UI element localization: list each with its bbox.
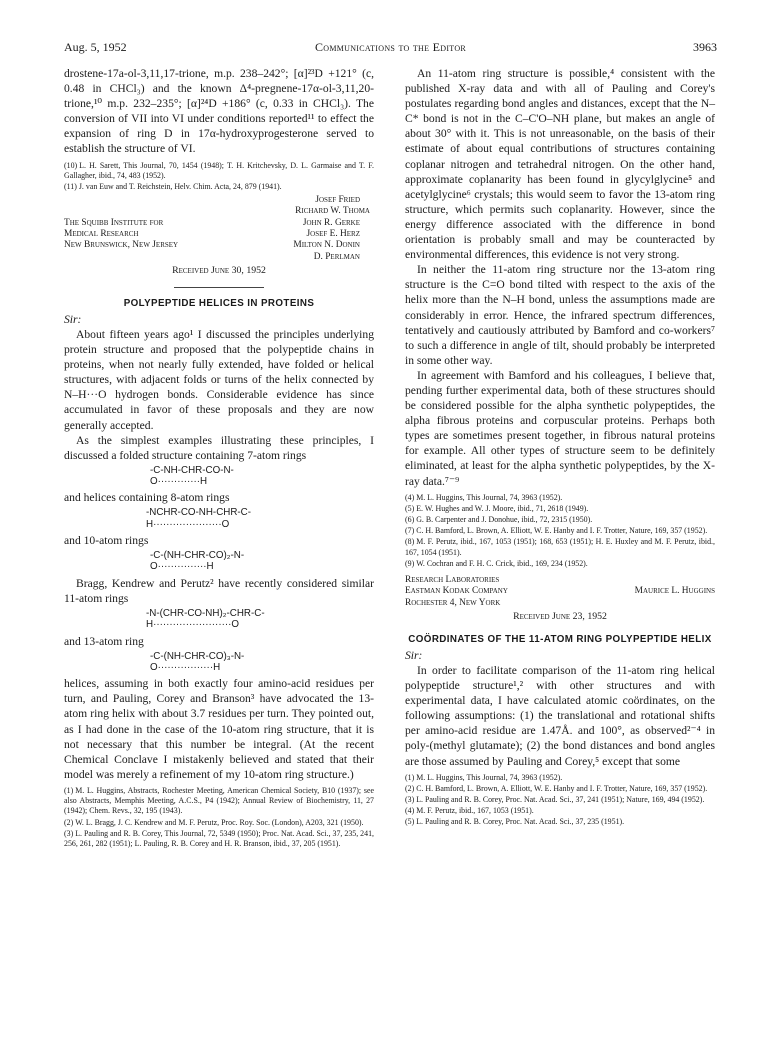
footnote: (6) G. B. Carpenter and J. Donohue, ibid., 72, 2315 (1950).: [405, 515, 593, 525]
chemical-formula: -C-(NH-CHR-CO)₂-N- O···············H: [150, 550, 245, 573]
footnote: (1) M. L. Huggins, This Journal, 74, 3963 (1952).: [405, 772, 563, 782]
journal-section: Communications to the Editor: [314, 40, 467, 54]
chemical-formula: -N-(CHR-CO-NH)₂-CHR-C- H························O: [146, 607, 265, 631]
author-name: D. Perlman: [313, 251, 360, 262]
salutation: Sir:: [405, 648, 423, 662]
footnote: (2) W. L. Bragg, J. C. Kendrew and M. F. Perutz, Proc. Roy. Soc. (London), A203, 321 (1950).: [64, 817, 364, 827]
footnote: (2) C. H. Bamford, L. Brown, A. Elliott, W. E. Hanby and I. F. Trotter, Nature, 169, 357 (1952).: [405, 783, 708, 793]
footnote: (5) E. W. Hughes and W. J. Moore, ibid., 71, 2618 (1949).: [405, 503, 589, 513]
author-name: John R. Gerke: [302, 217, 360, 228]
paragraph: Bragg, Kendrew and Perutz² have recently considered similar 11-atom rings: [64, 576, 374, 605]
institution-line: Eastman Kodak Company: [405, 586, 508, 597]
footnote: (3) L. Pauling and R. B. Corey, Proc. Nat. Acad. Sci., 37, 241 (1951); Nature, 169, 494 (1952).: [405, 795, 705, 804]
institution-line: Research Laboratories: [405, 575, 500, 586]
continued-paragraph: drostene-17a-ol-3,11,17-trione, m.p. 238–242°; [α]²³D +121° (c, 0.48 in CHCl₃) and the known Δ⁴-pregnene-17α-ol-3,11,20-trione,¹⁰ m.p. 232–235°; [α]²⁴D +186° (c, 0.33 in CHCl₃). The conversion of VII into VI under conditions reported¹¹ to effect the expansion of ring D in 17α-hydroxyprogesterone served to establish the structure of VI.: [64, 67, 374, 156]
chemical-formula: -NCHR-CO-NH-CHR-C- H·····················O: [146, 507, 252, 530]
left-column: [64, 66, 374, 849]
article-title: POLYPEPTIDE HELICES IN PROTEINS: [123, 297, 315, 309]
footnote: (5) L. Pauling and R. B. Corey, Proc. Nat. Acad. Sci., 37, 235 (1951).: [405, 817, 625, 827]
article-title: COÖRDINATES OF THE 11-ATOM RING POLYPEPTIDE HELIX: [408, 633, 712, 645]
author-signature-block: [405, 575, 715, 609]
issue-date: Aug. 5, 1952: [64, 40, 127, 54]
institution-line: Rochester 4, New York: [405, 597, 501, 608]
author-name: Milton N. Donin: [293, 240, 360, 251]
chemical-formula: -C-NH-CHR-CO-N- O·············H: [150, 464, 234, 488]
footnote: (8) M. F. Perutz, ibid., 167, 1053 (1951); 168, 653 (1951); H. E. Huxley and M. F. Perutz, ibid., 167, 1054 (1951).: [405, 537, 715, 557]
footnote: (7) C. H. Bamford, L. Brown, A. Elliott, W. E. Hanby and I. F. Trotter, Nature, 169, 357 (1952).: [405, 526, 708, 536]
footnote: (10) L. H. Sarett, This Journal, 70, 1454 (1948); T. H. Kritchevsky, D. L. Garmaise and T. F. Gallagher, ibid., 74, 483 (1952).: [64, 160, 374, 180]
author-name: Maurice L. Huggins: [634, 586, 715, 597]
salutation: Sir:: [64, 312, 82, 326]
right-column: [405, 66, 715, 828]
paragraph: In neither the 11-atom ring structure nor the 13-atom ring structure is the C=O bond tilted with respect to the axis of the helix more than the N–H bond, unless the assumptions made are considerably in error. Hence, the infrared spectrum differences, tentatively and cautiously attributed by Bamford and co-workers⁷ to such a difference in angle of tilt, should probably be interpreted in some other way.: [405, 263, 715, 367]
institution-line: The Squibb Institute for: [64, 217, 164, 228]
footnote: (4) M. F. Perutz, ibid., 167, 1053 (1951).: [405, 806, 534, 816]
page-number: 3963: [693, 40, 717, 54]
author-name: Josef Fried: [315, 195, 360, 206]
institution-line: Medical Research: [64, 229, 139, 240]
paragraph: About fifteen years ago¹ I discussed the principles underlying protein structure and proposed that the polypeptide chains in proteins, when not nearly fully extended, have folded or helical structures, with adjacent folds or turns of the helix connected by N–H···O hydrogen bonds. Considerable evidence has since accumulated in favor of these proposals and they are now generally accepted.: [64, 327, 374, 432]
footnote: (1) M. L. Huggins, Abstracts, Rochester Meeting, American Chemical Society, B10 (1937); see also Abstracts, Memphis Meeting, A.C.S., P4 (1942); Annual Review of Biochemistry, 11, 27 (1942); Chem. Revs., 32, 195 (1943).: [64, 785, 374, 816]
paragraph: and 10-atom rings: [64, 534, 149, 548]
author-name: Josef E. Herz: [306, 229, 360, 240]
received-date: Received June 23, 1952: [513, 610, 607, 622]
chemical-formula: -C-(NH-CHR-CO)₃-N- O·················H: [150, 650, 245, 673]
footnote: (4) M. L. Huggins, This Journal, 74, 3963 (1952).: [405, 492, 563, 502]
paragraph: and helices containing 8-atom rings: [64, 491, 230, 505]
received-date: Received June 30, 1952: [172, 264, 266, 276]
paragraph: An 11-atom ring structure is possible,⁴ consistent with the published X-ray data and with all of Pauling and Corey's postulates regarding bond angles and distances, except that the N–C* bond is not in the C–C'O–NH plane, but makes an angle of about 30° with it. This is not unreasonable, on the basis of their estimate of about equal contributions of structures containing coplanar nitrogen and tetrahedral nitrogen. On the other hand, approximate coplanarity has been found in glycylglycine⁵ and acetylglycine⁶ crystals; this would seem to favor the 13-atom ring structure, which permits such coplanarity. However, since the energy difference associated with the difference in bond orientation is probably small and may be counteracted by environmental differences, this evidence is not very strong.: [405, 67, 715, 262]
author-signature-block: [64, 195, 374, 263]
author-name: Richard W. Thoma: [295, 206, 370, 217]
paragraph: In order to facilitate comparison of the 11-atom ring helical polypeptide structure¹,² with other structures and with experimental data, I have calculated atomic coördinates, on the following assumptions: (1) the translational and rotational shifts per amino-acid residue are 1.47Å. and 100°, as observed²⁻⁴ in poly-(methyl glutamate); (2) the bond distances and bond angles are those assumed by Pauling and Corey,⁵ except that some: [405, 663, 715, 768]
paragraph: helices, assuming in both exactly four amino-acid residues per turn, and Pauling, Corey and Branson³ have advocated the 13-atom ring helix with about 3.7 residues per turn. They pointed out, as I had done in the case of the 10-atom ring structure, that it is not necessary that this number be integral. (At the recent Chemical Conclave I mistakenly believed and stated that their model was merely a refinement of my 10-atom ring structure.): [64, 677, 374, 781]
footnote: (9) W. Cochran and F. H. C. Crick, ibid., 169, 234 (1952).: [405, 558, 588, 568]
paragraph: As the simplest examples illustrating these principles, I discussed a folded structure containing 7-atom rings: [64, 433, 374, 462]
footnote: (3) L. Pauling and R. B. Corey, This Journal, 72, 5349 (1950); Proc. Nat. Acad. Sci., 37, 235, 241, 256, 261, 282 (1951); L. Pauling, R. B. Corey and H. R. Branson, ibid., 37, 205 (1951).: [64, 828, 374, 848]
page-header: [64, 40, 717, 58]
paragraph: and 13-atom ring: [64, 634, 144, 648]
institution-line: New Brunswick, New Jersey: [64, 240, 179, 251]
section-divider: [174, 287, 264, 288]
paragraph: In agreement with Bamford and his colleagues, I believe that, pending further experimental data, both of these structures should be considered possible for the alpha synthetic polypeptides, the alpha fibrous proteins and corpuscular proteins. Perhaps both types are sometimes present together, in fibrous natural proteins for example. All other types of structure seem to be definitely eliminated, at least for the alpha synthetic polypeptides, by the X-ray data.⁷⁻⁹: [405, 368, 715, 488]
footnote: (11) J. van Euw and T. Reichstein, Helv. Chim. Acta, 24, 879 (1941).: [64, 181, 282, 191]
